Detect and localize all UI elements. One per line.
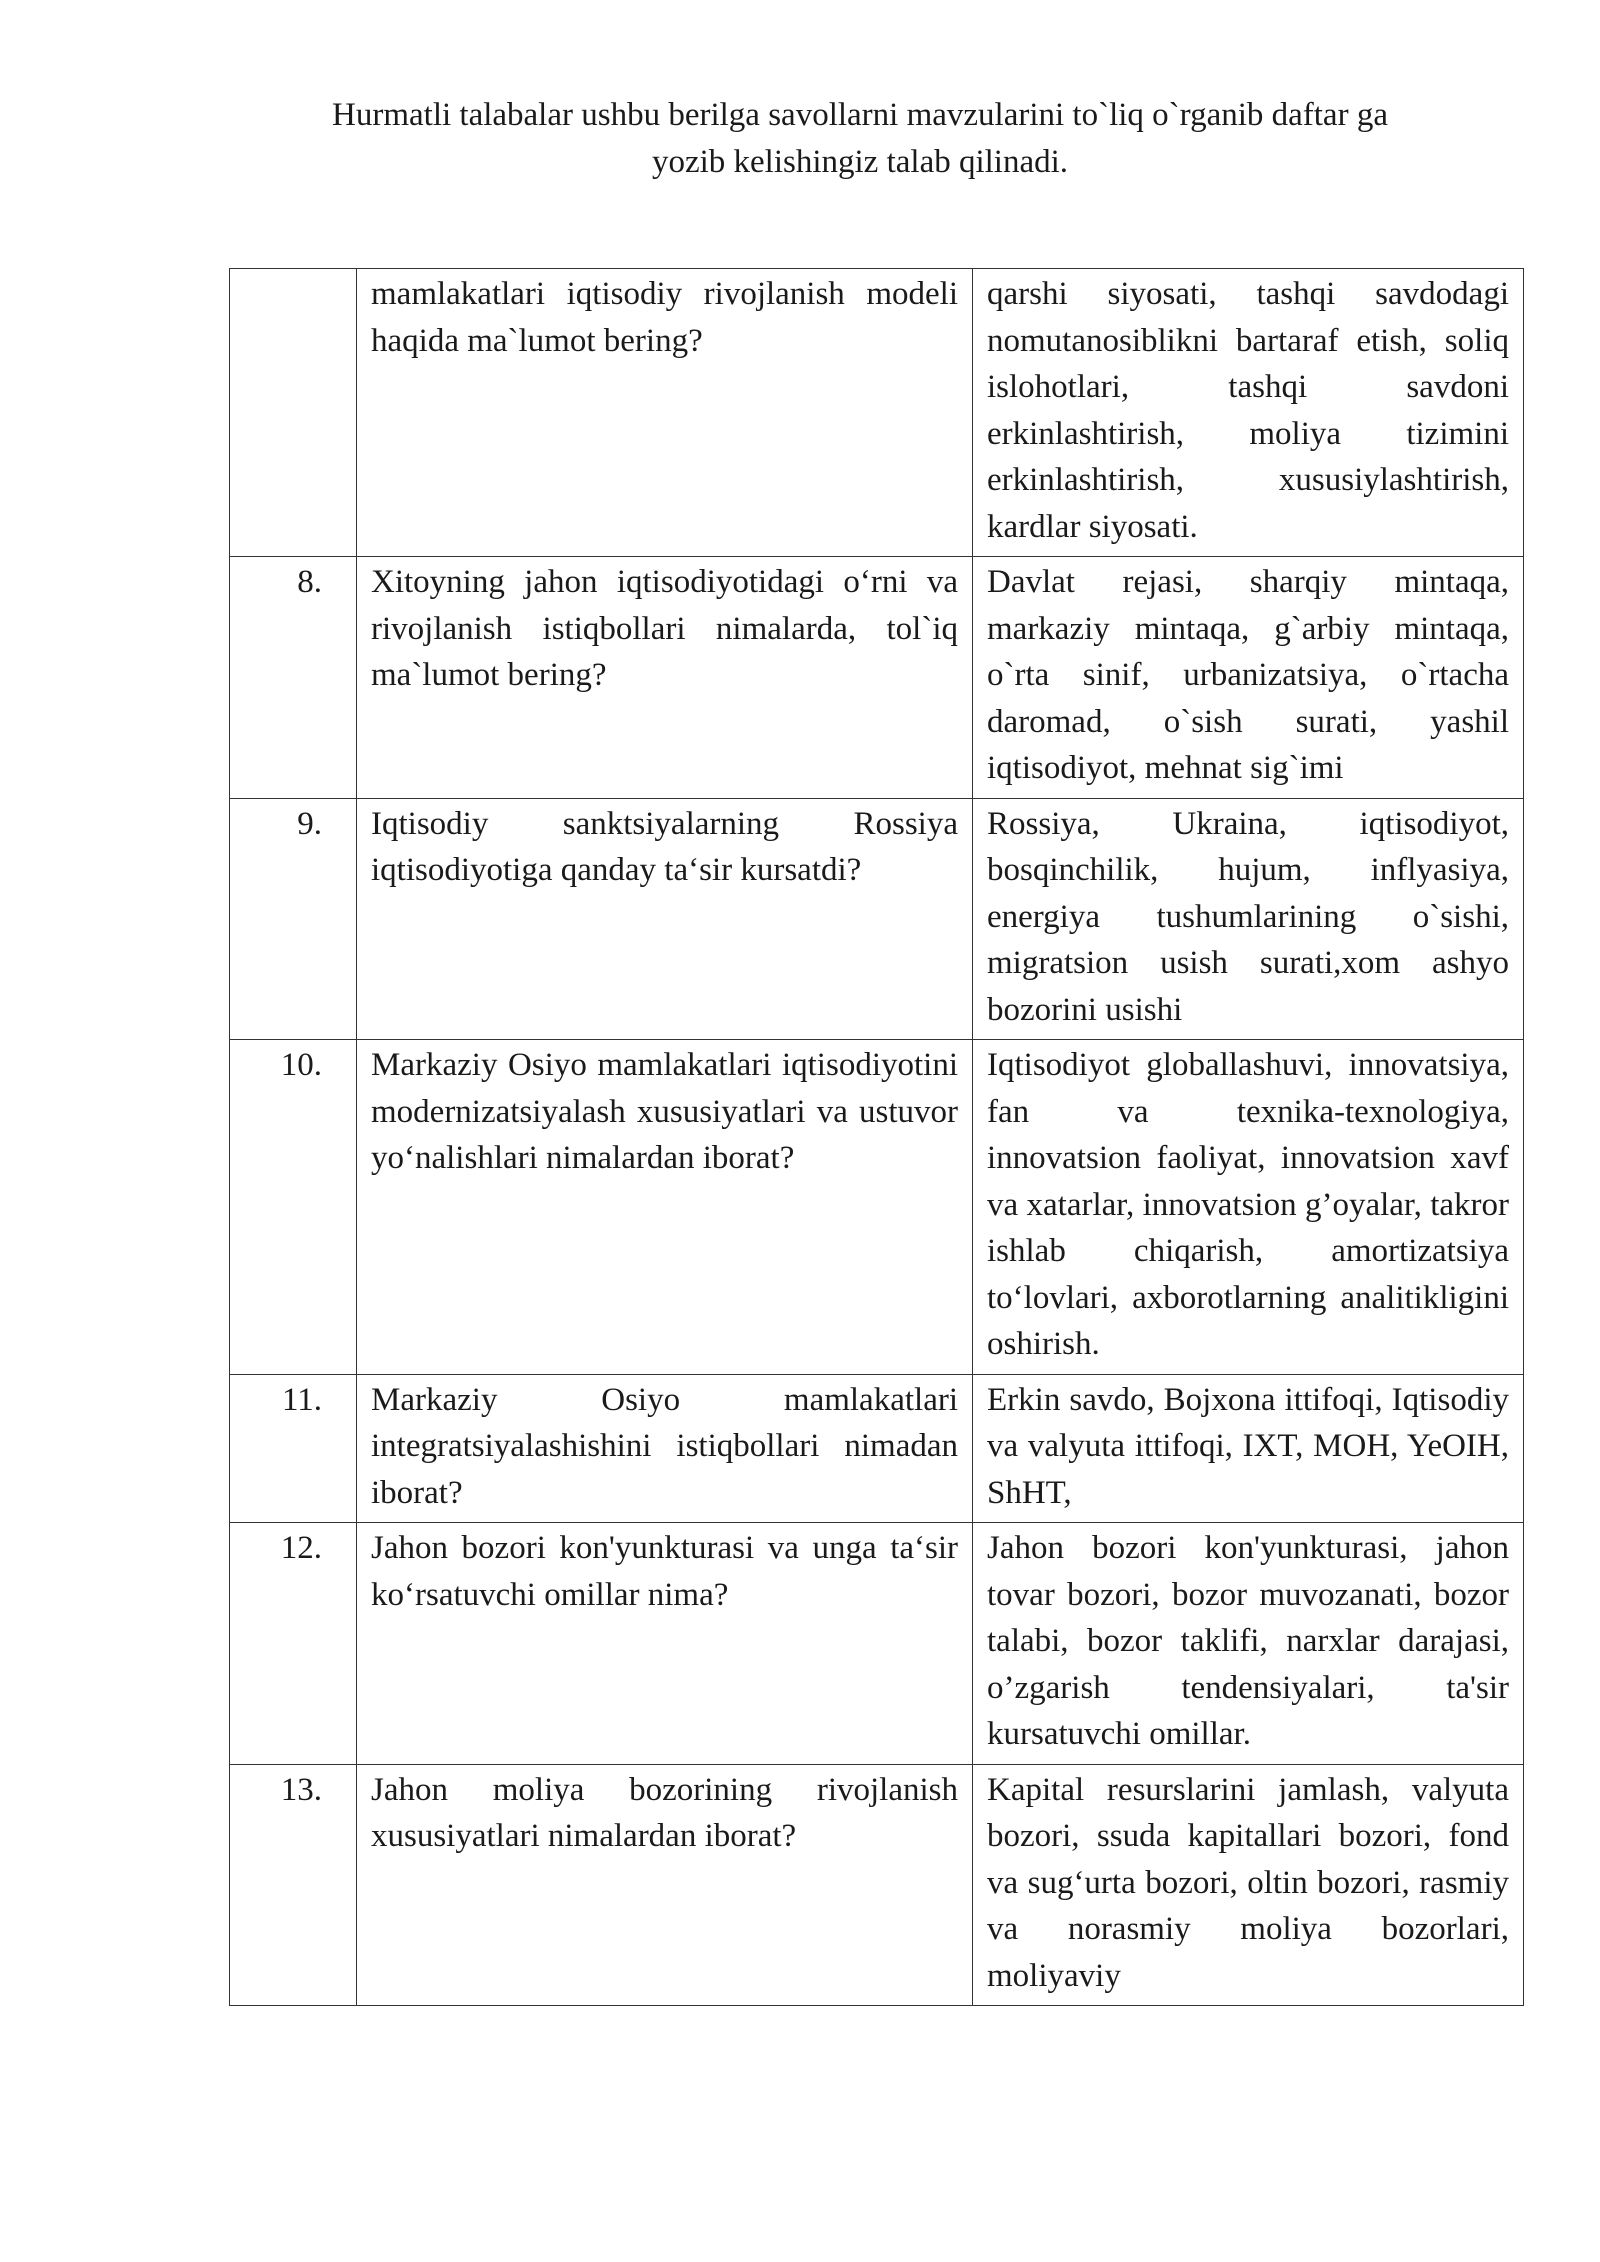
question-cell: mamlakatlari iqtisodiy rivojlanish modeli haqida ma`lumot bering? — [357, 269, 973, 557]
row-number: 11. — [230, 1374, 357, 1523]
answer-cell: Jahon bozori kon'yunkturasi, jahon tovar bozori, bozor muvozanati, bozor talabi, bozor taklifi, narxlar darajasi, o’zgarish tendensiyalari, ta'sir kursatuvchi omillar. — [973, 1523, 1524, 1765]
question-cell: Markaziy Osiyo mamlakatlari iqtisodiyotini modernizatsiyalash xususiyatlari va ustuvor yo‘nalishlari nimalardan iborat? — [357, 1040, 973, 1375]
header-line-2: yozib kelishingiz talab qilinadi. — [651, 144, 1069, 180]
question-cell: Iqtisodiy sanktsiyalarning Rossiya iqtisodiyotiga qanday ta‘sir kursatdi? — [357, 798, 973, 1040]
row-number: 13. — [230, 1764, 357, 2006]
question-cell: Xitoyning jahon iqtisodiyotidagi o‘rni va rivojlanish istiqbollari nimalarda, tol`iq ma`lumot bering? — [357, 557, 973, 799]
row-number: 9. — [230, 798, 357, 1040]
row-number: 12. — [230, 1523, 357, 1765]
answer-cell: Erkin savdo, Bojxona ittifoqi, Iqtisodiy va valyuta ittifoqi, IXT, MOH, YeOIH, ShHT, — [973, 1374, 1524, 1523]
question-cell: Jahon moliya bozorining rivojlanish xususiyatlari nimalardan iborat? — [357, 1764, 973, 2006]
table-row — [230, 1374, 1524, 1523]
answer-cell: Davlat rejasi, sharqiy mintaqa, markaziy mintaqa, g`arbiy mintaqa, o`rta sinif, urbanizatsiya, o`rtacha daromad, o`sish surati, yashil iqtisodiyot, mehnat sig`imi — [973, 557, 1524, 799]
answer-cell: qarshi siyosati, tashqi savdodagi nomutanosiblikni bartaraf etish, soliq islohotlari, tashqi savdoni erkinlashtirish, moliya tizimini erkinlashtirish, xususiylashtirish, kardlar siyosati. — [973, 269, 1524, 557]
table-row — [230, 557, 1524, 799]
header-line-1: Hurmatli talabalar ushbu berilga savollarni mavzularini to`liq o`rganib daftar ga — [332, 97, 1388, 133]
row-number — [230, 269, 357, 557]
question-cell: Markaziy Osiyo mamlakatlari integratsiyalashishini istiqbollari nimadan iborat? — [357, 1374, 973, 1523]
row-number: 8. — [230, 557, 357, 799]
answer-cell: Kapital resurslarini jamlash, valyuta bozori, ssuda kapitallari bozori, fond va sug‘urta bozori, oltin bozori, rasmiy va norasmiy moliya bozorlari, moliyaviy — [973, 1764, 1524, 2006]
answer-cell: Iqtisodiyot globallashuvi, innovatsiya, fan va texnika-texnologiya, innovatsion faoliyat, innovatsion xavf va xatarlar, innovatsion g’oyalar, takror ishlab chiqarish, amortizatsiya to‘lovlari, axborotlarning analitikligini oshirish. — [973, 1040, 1524, 1375]
page-header — [200, 92, 1520, 186]
table-row — [230, 269, 1524, 557]
table-row — [230, 1764, 1524, 2006]
answer-cell: Rossiya, Ukraina, iqtisodiyot, bosqinchilik, hujum, inflyasiya, energiya tushumlarining o`sishi, migratsion usish surati,xom ashyo bozorini usishi — [973, 798, 1524, 1040]
table-row — [230, 1040, 1524, 1375]
row-number: 10. — [230, 1040, 357, 1375]
table-row — [230, 1523, 1524, 1765]
question-cell: Jahon bozori kon'yunkturasi va unga ta‘sir ko‘rsatuvchi omillar nima? — [357, 1523, 973, 1765]
table-row — [230, 798, 1524, 1040]
questions-table — [229, 268, 1524, 2006]
